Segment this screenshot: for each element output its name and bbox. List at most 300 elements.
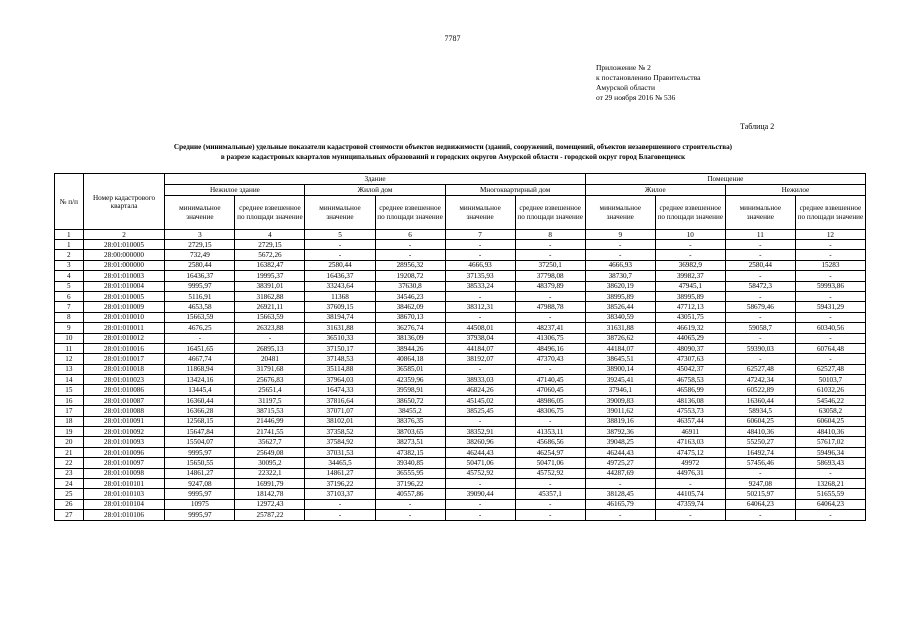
column-number: 3 [165, 230, 235, 240]
row-number-cell: 2 [55, 250, 84, 260]
apartment-avg-cell: 47988,78 [515, 302, 585, 312]
cadastral-quarter-cell: 28:01:010011 [83, 323, 165, 333]
apartment-avg-cell: 48379,89 [515, 281, 585, 291]
nonres-building-min-cell: 13445,4 [165, 385, 235, 395]
apartment-min-cell: 37135,93 [445, 271, 515, 281]
row-number-cell: 7 [55, 302, 84, 312]
table-row [55, 468, 866, 478]
nonres-building-avg-cell: 18142,78 [235, 489, 305, 499]
apartment-avg-cell: - [515, 250, 585, 260]
res-house-min-cell: 33243,64 [305, 281, 375, 291]
appendix-line: от 29 ноября 2016 № 536 [596, 93, 676, 102]
res-premises-min-cell: 37946,1 [585, 385, 655, 395]
table-row [55, 260, 866, 270]
res-premises-min-cell: - [585, 240, 655, 250]
res-premises-min-cell: 31631,88 [585, 323, 655, 333]
res-house-avg-cell: 28956,32 [375, 260, 445, 270]
apartment-avg-cell: - [515, 312, 585, 322]
res-premises-min-cell: 39009,83 [585, 395, 655, 405]
title-line: Средние (минимальные) удельные показатели кадастровой стоимости объектов недвижимости (зданий, сооружений, помещений, объектов незавершенного строительства) [173, 143, 733, 151]
nonres-premises-avg-cell: 61032,26 [795, 385, 865, 395]
cadastral-quarter-cell: 28:01:010005 [83, 240, 165, 250]
nonres-premises-avg-cell: 13268,21 [795, 478, 865, 488]
res-house-avg-cell: 47382,15 [375, 447, 445, 457]
apartment-min-cell: - [445, 364, 515, 374]
res-house-avg-cell: 38703,65 [375, 427, 445, 437]
res-premises-min-cell: 38730,7 [585, 271, 655, 281]
nonres-building-min-cell: 9995,97 [165, 510, 235, 520]
res-house-avg-cell: 36585,01 [375, 364, 445, 374]
row-number-cell: 21 [55, 447, 84, 457]
row-number-cell: 24 [55, 478, 84, 488]
res-premises-min-cell: 38128,45 [585, 489, 655, 499]
nonres-premises-min-cell: 47242,34 [725, 375, 795, 385]
table-row [55, 395, 866, 405]
table-row [55, 385, 866, 395]
res-premises-avg-cell: 46758,53 [655, 375, 725, 385]
apartment-min-cell: 50471,06 [445, 458, 515, 468]
apartment-min-cell: - [445, 291, 515, 301]
res-house-min-cell: 36510,33 [305, 333, 375, 343]
table-row [55, 302, 866, 312]
nonres-building-avg-cell: 30095,2 [235, 458, 305, 468]
header-apartment-building: Многоквартирный дом [445, 185, 585, 196]
nonres-building-avg-cell: 16991,79 [235, 478, 305, 488]
row-number-cell: 12 [55, 354, 84, 364]
apartment-avg-cell: 47140,45 [515, 375, 585, 385]
nonres-building-min-cell: 16366,28 [165, 406, 235, 416]
nonres-premises-avg-cell: 58693,43 [795, 458, 865, 468]
column-number: 7 [445, 230, 515, 240]
apartment-min-cell: 38192,07 [445, 354, 515, 364]
nonres-building-avg-cell: 25649,08 [235, 447, 305, 457]
row-number-cell: 25 [55, 489, 84, 499]
row-number-cell: 27 [55, 510, 84, 520]
apartment-avg-cell: 47370,43 [515, 354, 585, 364]
apartment-min-cell: 38933,03 [445, 375, 515, 385]
header-avg: среднее взвешенное по площади значение [795, 196, 865, 230]
nonres-building-min-cell: - [165, 333, 235, 343]
res-house-min-cell: - [305, 240, 375, 250]
res-premises-min-cell: 39048,25 [585, 437, 655, 447]
apartment-avg-cell: 47060,45 [515, 385, 585, 395]
apartment-min-cell: 38533,24 [445, 281, 515, 291]
nonres-building-min-cell: 14861,27 [165, 468, 235, 478]
res-premises-avg-cell: 44065,29 [655, 333, 725, 343]
nonres-premises-min-cell: - [725, 354, 795, 364]
nonres-premises-min-cell: 16492,74 [725, 447, 795, 457]
table-row [55, 333, 866, 343]
nonres-premises-min-cell: 58934,5 [725, 406, 795, 416]
res-house-avg-cell: 36555,95 [375, 468, 445, 478]
apartment-avg-cell: 48306,75 [515, 406, 585, 416]
apartment-min-cell: 38352,91 [445, 427, 515, 437]
header-min: минимальное значение [725, 196, 795, 230]
cadastral-quarter-cell: 28:01:010093 [83, 437, 165, 447]
column-number: 6 [375, 230, 445, 240]
cadastral-quarter-cell: 28:01:010005 [83, 291, 165, 301]
table-row [55, 447, 866, 457]
apartment-min-cell: - [445, 250, 515, 260]
res-premises-min-cell: 49725,27 [585, 458, 655, 468]
header-avg: среднее взвешенное по площади значение [375, 196, 445, 230]
nonres-building-avg-cell: 21446,99 [235, 416, 305, 426]
res-house-avg-cell: 37630,8 [375, 281, 445, 291]
res-house-avg-cell: 19208,72 [375, 271, 445, 281]
appendix-note [596, 63, 700, 103]
nonres-building-avg-cell: 26921,11 [235, 302, 305, 312]
table-row [55, 281, 866, 291]
nonres-building-avg-cell: 12972,43 [235, 499, 305, 509]
row-number-cell: 22 [55, 458, 84, 468]
res-premises-min-cell: 38726,62 [585, 333, 655, 343]
res-house-min-cell: 31631,88 [305, 323, 375, 333]
nonres-building-avg-cell: 26895,13 [235, 343, 305, 353]
table-row [55, 416, 866, 426]
header-min: минимальное значение [165, 196, 235, 230]
nonres-building-avg-cell: 25651,4 [235, 385, 305, 395]
table-row [55, 323, 866, 333]
nonres-building-min-cell: 16451,65 [165, 343, 235, 353]
apartment-min-cell: 38260,96 [445, 437, 515, 447]
res-premises-avg-cell: 39982,37 [655, 271, 725, 281]
nonres-premises-min-cell: - [725, 240, 795, 250]
nonres-premises-avg-cell: 60764,48 [795, 343, 865, 353]
res-premises-avg-cell: 47307,63 [655, 354, 725, 364]
nonres-premises-avg-cell: - [795, 271, 865, 281]
apartment-min-cell: 39090,44 [445, 489, 515, 499]
res-house-avg-cell: 37196,22 [375, 478, 445, 488]
res-house-avg-cell: 39598,91 [375, 385, 445, 395]
res-premises-min-cell: - [585, 250, 655, 260]
res-house-avg-cell: 38462,09 [375, 302, 445, 312]
cadastral-quarter-cell: 28:01:010016 [83, 343, 165, 353]
nonres-building-min-cell: 4653,58 [165, 302, 235, 312]
row-number-cell: 4 [55, 271, 84, 281]
nonres-building-avg-cell: 15663,59 [235, 312, 305, 322]
row-number-cell: 16 [55, 395, 84, 405]
table-row [55, 250, 866, 260]
cadastral-quarter-cell: 28:00:000000 [83, 250, 165, 260]
nonres-premises-avg-cell: 60340,56 [795, 323, 865, 333]
cadastral-quarter-cell: 28:01:010003 [83, 271, 165, 281]
row-number-cell: 26 [55, 499, 84, 509]
res-premises-min-cell: 44184,07 [585, 343, 655, 353]
nonres-building-avg-cell: 38391,01 [235, 281, 305, 291]
res-house-min-cell: 38194,74 [305, 312, 375, 322]
apartment-avg-cell: 45357,1 [515, 489, 585, 499]
table-row [55, 271, 866, 281]
apartment-avg-cell: 48986,05 [515, 395, 585, 405]
header-min: минимальное значение [305, 196, 375, 230]
table-row [55, 406, 866, 416]
res-premises-min-cell: - [585, 510, 655, 520]
res-premises-min-cell: - [585, 478, 655, 488]
column-number: 11 [725, 230, 795, 240]
res-premises-avg-cell: 49972 [655, 458, 725, 468]
cadastral-quarter-cell: 28:01:010010 [83, 312, 165, 322]
apartment-avg-cell: - [515, 499, 585, 509]
header-res-premises: Жилое [585, 185, 725, 196]
res-house-min-cell: - [305, 499, 375, 509]
cadastral-quarter-cell: 28:01:010087 [83, 395, 165, 405]
res-premises-avg-cell: 46911 [655, 427, 725, 437]
row-number-cell: 1 [55, 240, 84, 250]
nonres-premises-min-cell: - [725, 468, 795, 478]
res-house-avg-cell: 38136,09 [375, 333, 445, 343]
res-house-avg-cell: - [375, 510, 445, 520]
nonres-premises-min-cell: 58679,46 [725, 302, 795, 312]
cadastral-values-table [54, 173, 866, 521]
column-number: 2 [83, 230, 165, 240]
cadastral-quarter-cell: 28:01:010103 [83, 489, 165, 499]
cadastral-quarter-cell: 28:01:010017 [83, 354, 165, 364]
nonres-premises-avg-cell: - [795, 240, 865, 250]
res-premises-avg-cell: 44976,31 [655, 468, 725, 478]
cadastral-quarter-cell: 28:01:010086 [83, 385, 165, 395]
nonres-premises-avg-cell: 57617,02 [795, 437, 865, 447]
table-row [55, 364, 866, 374]
cadastral-quarter-cell: 28:01:010012 [83, 333, 165, 343]
nonres-building-min-cell: 16436,37 [165, 271, 235, 281]
res-premises-avg-cell: 46586,99 [655, 385, 725, 395]
res-house-avg-cell: 38650,72 [375, 395, 445, 405]
cadastral-quarter-cell: 28:01:010018 [83, 364, 165, 374]
res-house-avg-cell: 34546,23 [375, 291, 445, 301]
nonres-premises-avg-cell: - [795, 312, 865, 322]
res-premises-min-cell: 38526,44 [585, 302, 655, 312]
apartment-avg-cell: 41353,11 [515, 427, 585, 437]
res-house-avg-cell: 42359,96 [375, 375, 445, 385]
apartment-avg-cell: 48496,16 [515, 343, 585, 353]
res-premises-avg-cell: 46357,44 [655, 416, 725, 426]
res-house-min-cell: 16474,33 [305, 385, 375, 395]
header-premises: Помещение [585, 174, 865, 185]
res-house-min-cell: 37031,53 [305, 447, 375, 457]
nonres-building-min-cell: 15647,84 [165, 427, 235, 437]
table-row [55, 489, 866, 499]
cadastral-quarter-cell: 28:01:010106 [83, 510, 165, 520]
nonres-building-min-cell: 9247,08 [165, 478, 235, 488]
nonres-premises-avg-cell: 50103,7 [795, 375, 865, 385]
res-premises-avg-cell: - [655, 250, 725, 260]
appendix-line: Амурской области [596, 83, 655, 92]
res-premises-avg-cell: - [655, 478, 725, 488]
nonres-building-avg-cell: 2729,15 [235, 240, 305, 250]
apartment-avg-cell: - [515, 478, 585, 488]
table-row [55, 312, 866, 322]
header-min: минимальное значение [445, 196, 515, 230]
row-number-cell: 14 [55, 375, 84, 385]
nonres-building-avg-cell: 31197,5 [235, 395, 305, 405]
res-house-min-cell: 37584,92 [305, 437, 375, 447]
res-premises-avg-cell: - [655, 240, 725, 250]
table-label: Таблица 2 [740, 122, 775, 131]
nonres-building-avg-cell: 31862,88 [235, 291, 305, 301]
nonres-building-min-cell: 2580,44 [165, 260, 235, 270]
cadastral-quarter-cell: 28:01:010009 [83, 302, 165, 312]
res-house-min-cell: - [305, 250, 375, 260]
res-house-min-cell: 37196,22 [305, 478, 375, 488]
nonres-premises-min-cell: 16360,44 [725, 395, 795, 405]
nonres-building-avg-cell: 16382,47 [235, 260, 305, 270]
apartment-avg-cell: - [515, 240, 585, 250]
nonres-premises-min-cell: - [725, 312, 795, 322]
cadastral-quarter-cell: 28:01:010097 [83, 458, 165, 468]
res-premises-min-cell: 38819,16 [585, 416, 655, 426]
apartment-avg-cell: - [515, 510, 585, 520]
res-premises-min-cell: 4666,93 [585, 260, 655, 270]
row-number-cell: 17 [55, 406, 84, 416]
res-house-min-cell: - [305, 510, 375, 520]
nonres-premises-avg-cell: 62527,48 [795, 364, 865, 374]
nonres-building-avg-cell: 20481 [235, 354, 305, 364]
nonres-premises-avg-cell: 64064,23 [795, 499, 865, 509]
res-premises-avg-cell: - [655, 510, 725, 520]
nonres-premises-avg-cell: - [795, 333, 865, 343]
res-premises-min-cell: 38645,51 [585, 354, 655, 364]
nonres-premises-avg-cell: - [795, 510, 865, 520]
row-number-cell: 15 [55, 385, 84, 395]
header-res-house: Жилой дом [305, 185, 445, 196]
header-quarter: Номер кадастрового квартала [83, 174, 165, 230]
res-house-avg-cell: 40557,86 [375, 489, 445, 499]
nonres-premises-min-cell: 48410,36 [725, 427, 795, 437]
header-num: № п/п [55, 174, 84, 230]
table-row [55, 510, 866, 520]
column-number: 9 [585, 230, 655, 240]
apartment-min-cell: 44508,01 [445, 323, 515, 333]
apartment-avg-cell: 50471,06 [515, 458, 585, 468]
res-house-min-cell: 37148,53 [305, 354, 375, 364]
apartment-min-cell: 37938,04 [445, 333, 515, 343]
nonres-premises-min-cell: - [725, 333, 795, 343]
nonres-premises-avg-cell: 51655,59 [795, 489, 865, 499]
table-row [55, 437, 866, 447]
row-number-cell: 11 [55, 343, 84, 353]
nonres-premises-avg-cell: - [795, 250, 865, 260]
apartment-avg-cell: 45752,92 [515, 468, 585, 478]
column-number: 4 [235, 230, 305, 240]
column-number: 5 [305, 230, 375, 240]
nonres-premises-min-cell: 62527,48 [725, 364, 795, 374]
table-row [55, 291, 866, 301]
nonres-building-avg-cell: 25676,83 [235, 375, 305, 385]
res-premises-avg-cell: 38995,89 [655, 291, 725, 301]
res-house-avg-cell: 36276,74 [375, 323, 445, 333]
page-number: 7787 [444, 34, 461, 43]
nonres-premises-min-cell: 57456,46 [725, 458, 795, 468]
res-house-min-cell: 37964,03 [305, 375, 375, 385]
nonres-building-avg-cell: 25787,22 [235, 510, 305, 520]
table-row [55, 427, 866, 437]
nonres-premises-avg-cell: 63058,2 [795, 406, 865, 416]
apartment-min-cell: 46244,43 [445, 447, 515, 457]
header-avg: среднее взвешенное по площади значение [235, 196, 305, 230]
res-house-avg-cell: 38455,2 [375, 406, 445, 416]
apartment-avg-cell: 45686,56 [515, 437, 585, 447]
nonres-building-min-cell: 11868,94 [165, 364, 235, 374]
res-premises-min-cell: 38340,59 [585, 312, 655, 322]
apartment-avg-cell: 37250,1 [515, 260, 585, 270]
res-house-avg-cell: - [375, 499, 445, 509]
nonres-building-min-cell: 9995,97 [165, 447, 235, 457]
apartment-avg-cell: - [515, 364, 585, 374]
apartment-min-cell: - [445, 478, 515, 488]
res-premises-min-cell: 46165,79 [585, 499, 655, 509]
res-premises-min-cell: 38900,14 [585, 364, 655, 374]
res-premises-min-cell: 38995,89 [585, 291, 655, 301]
nonres-premises-min-cell: 60604,25 [725, 416, 795, 426]
cadastral-quarter-cell: 28:01:010092 [83, 427, 165, 437]
nonres-building-min-cell: 15650,55 [165, 458, 235, 468]
res-premises-avg-cell: 36982,9 [655, 260, 725, 270]
apartment-min-cell: - [445, 416, 515, 426]
table-row [55, 240, 866, 250]
res-premises-avg-cell: 48090,37 [655, 343, 725, 353]
cadastral-quarter-cell: 28:01:010104 [83, 499, 165, 509]
nonres-building-avg-cell: 26323,88 [235, 323, 305, 333]
res-premises-avg-cell: 47945,1 [655, 281, 725, 291]
nonres-premises-avg-cell: - [795, 354, 865, 364]
cadastral-quarter-cell: 28:01:010023 [83, 375, 165, 385]
row-number-cell: 3 [55, 260, 84, 270]
apartment-avg-cell: 46254,97 [515, 447, 585, 457]
apartment-avg-cell: 37798,08 [515, 271, 585, 281]
nonres-building-min-cell: 732,49 [165, 250, 235, 260]
nonres-premises-min-cell: 50215,97 [725, 489, 795, 499]
nonres-building-min-cell: 4676,25 [165, 323, 235, 333]
row-number-cell: 6 [55, 291, 84, 301]
apartment-min-cell: 46824,26 [445, 385, 515, 395]
apartment-min-cell: - [445, 499, 515, 509]
nonres-building-min-cell: 16360,44 [165, 395, 235, 405]
table-row [55, 478, 866, 488]
row-number-cell: 9 [55, 323, 84, 333]
res-premises-avg-cell: 43051,75 [655, 312, 725, 322]
apartment-min-cell: 45752,92 [445, 468, 515, 478]
table-row [55, 343, 866, 353]
nonres-building-min-cell: 15663,59 [165, 312, 235, 322]
row-number-cell: 13 [55, 364, 84, 374]
cadastral-quarter-cell: 28:01:010091 [83, 416, 165, 426]
nonres-premises-min-cell: - [725, 291, 795, 301]
res-house-min-cell: 37150,17 [305, 343, 375, 353]
res-premises-min-cell: 44287,69 [585, 468, 655, 478]
res-premises-avg-cell: 45042,37 [655, 364, 725, 374]
res-premises-avg-cell: 47712,13 [655, 302, 725, 312]
appendix-line: Приложение № 2 [596, 63, 651, 72]
nonres-building-avg-cell: 38715,53 [235, 406, 305, 416]
nonres-building-min-cell: 5116,91 [165, 291, 235, 301]
table-row [55, 458, 866, 468]
nonres-building-min-cell: 12568,15 [165, 416, 235, 426]
header-min: минимальное значение [585, 196, 655, 230]
nonres-premises-min-cell: - [725, 250, 795, 260]
nonres-premises-avg-cell: - [795, 291, 865, 301]
apartment-min-cell: - [445, 240, 515, 250]
apartment-avg-cell: 48237,41 [515, 323, 585, 333]
table-row [55, 375, 866, 385]
apartment-avg-cell: 41306,75 [515, 333, 585, 343]
nonres-building-avg-cell: 35627,7 [235, 437, 305, 447]
res-house-avg-cell: 38944,26 [375, 343, 445, 353]
nonres-building-min-cell: 10975 [165, 499, 235, 509]
res-premises-min-cell: 46244,43 [585, 447, 655, 457]
table-row [55, 499, 866, 509]
res-house-avg-cell: - [375, 250, 445, 260]
nonres-building-min-cell: 15504,07 [165, 437, 235, 447]
